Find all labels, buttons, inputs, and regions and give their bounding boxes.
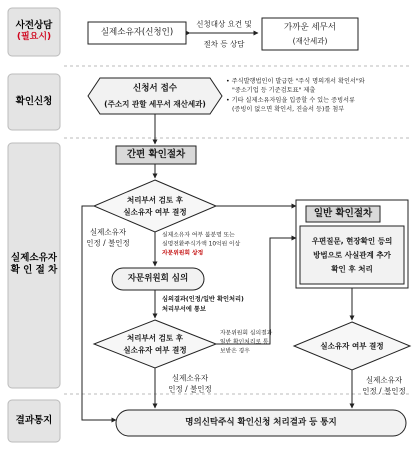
actual-owner-label: 실제소유자(신청인): [100, 27, 174, 38]
side-note2-2: 일반 확인처리로 통: [220, 339, 269, 346]
general-box-line-3: 확인 후 처리: [331, 264, 373, 274]
stage-consult-label: 사전상담: [15, 19, 53, 31]
general-decision-label: 실소유자 여부 결정: [320, 341, 384, 351]
receipt-label-1: 신청서 접수: [132, 83, 178, 94]
result-note-2: 처리부서에 통보: [162, 306, 206, 314]
decision-left-2: 인정 / 불인정: [86, 238, 130, 248]
apply-note-3: • 기타 실제소유자임을 입증할 수 있는 증빙서류: [226, 97, 356, 105]
consult-arrow-text-1: 신청대상 요건 및: [196, 19, 252, 29]
decision-bottom-1: 실제소유자: [171, 373, 209, 383]
result-note-1: 심의결과(인정/일반 확인처리): [162, 296, 244, 304]
arrow-review2-right: [216, 238, 296, 344]
side-note-3: 자문위원회 상정: [162, 250, 204, 257]
review2-label-1: 처리부서 검토 후: [127, 333, 183, 343]
tax-office-label-1: 가까운 세무서: [284, 22, 336, 33]
side-note2-1: 자문위원회 심의결과: [220, 330, 273, 337]
stage-procedure-label: 실제소유자 확 인 절 차: [10, 252, 58, 276]
review-diamond-2: [94, 320, 216, 368]
side-note-2: 실명전환주식가액 10억원 이상: [162, 241, 241, 248]
stage-consult-required: (필요시): [16, 32, 52, 43]
general-box-line-1: 우편질문, 현장확인 등의: [311, 236, 393, 246]
final-result-label: 명의신탁주식 확인신청 처리결과 등 통지: [185, 417, 337, 428]
apply-note-2: "중소기업 등 기준검토표" 제출: [232, 87, 316, 95]
side-note-1: 실제소유자 여부 불분명 또는: [162, 232, 235, 239]
general-outcome-2: 인정 / 불인정: [362, 386, 406, 396]
general-outcome-1: 실제소유자: [365, 375, 403, 385]
review1-label-1: 처리부서 검토 후: [127, 195, 183, 205]
stage-result-label: 결과통지: [15, 414, 53, 426]
review2-label-2: 실소유자 여부 결정: [123, 345, 187, 355]
stage-apply-label: 확인신청: [15, 95, 53, 107]
consult-arrow-text-2: 절차 등 상담: [203, 39, 245, 49]
review1-label-2: 실소유자 여부 결정: [123, 207, 187, 217]
general-box-line-2: 방법으로 사실관계 추가: [313, 250, 391, 260]
tax-office-label-2: (재산세과): [292, 36, 328, 46]
review-diamond-1: [94, 180, 216, 232]
side-note2-3: 보받은 경우: [220, 348, 250, 355]
apply-note-4: (증빙이 없으면 확인서, 진술서 등)를 첨부: [232, 106, 345, 114]
committee-label: 자문위원회 심의: [127, 273, 189, 284]
simple-procedure-title: 간편 확인절차: [126, 149, 186, 161]
decision-bottom-2: 인정 / 불인정: [168, 384, 212, 394]
stage-consult: [16, 20, 53, 44]
general-procedure-title: 일반 확인절차: [313, 208, 373, 220]
apply-note-1: • 주식발행법인이 발급한 "주식 명의개서 확인서"와: [226, 78, 365, 86]
receipt-label-2: (주소지 관할 세무서 재산세과): [104, 99, 206, 109]
decision-left-1: 실제소유자: [89, 227, 127, 237]
